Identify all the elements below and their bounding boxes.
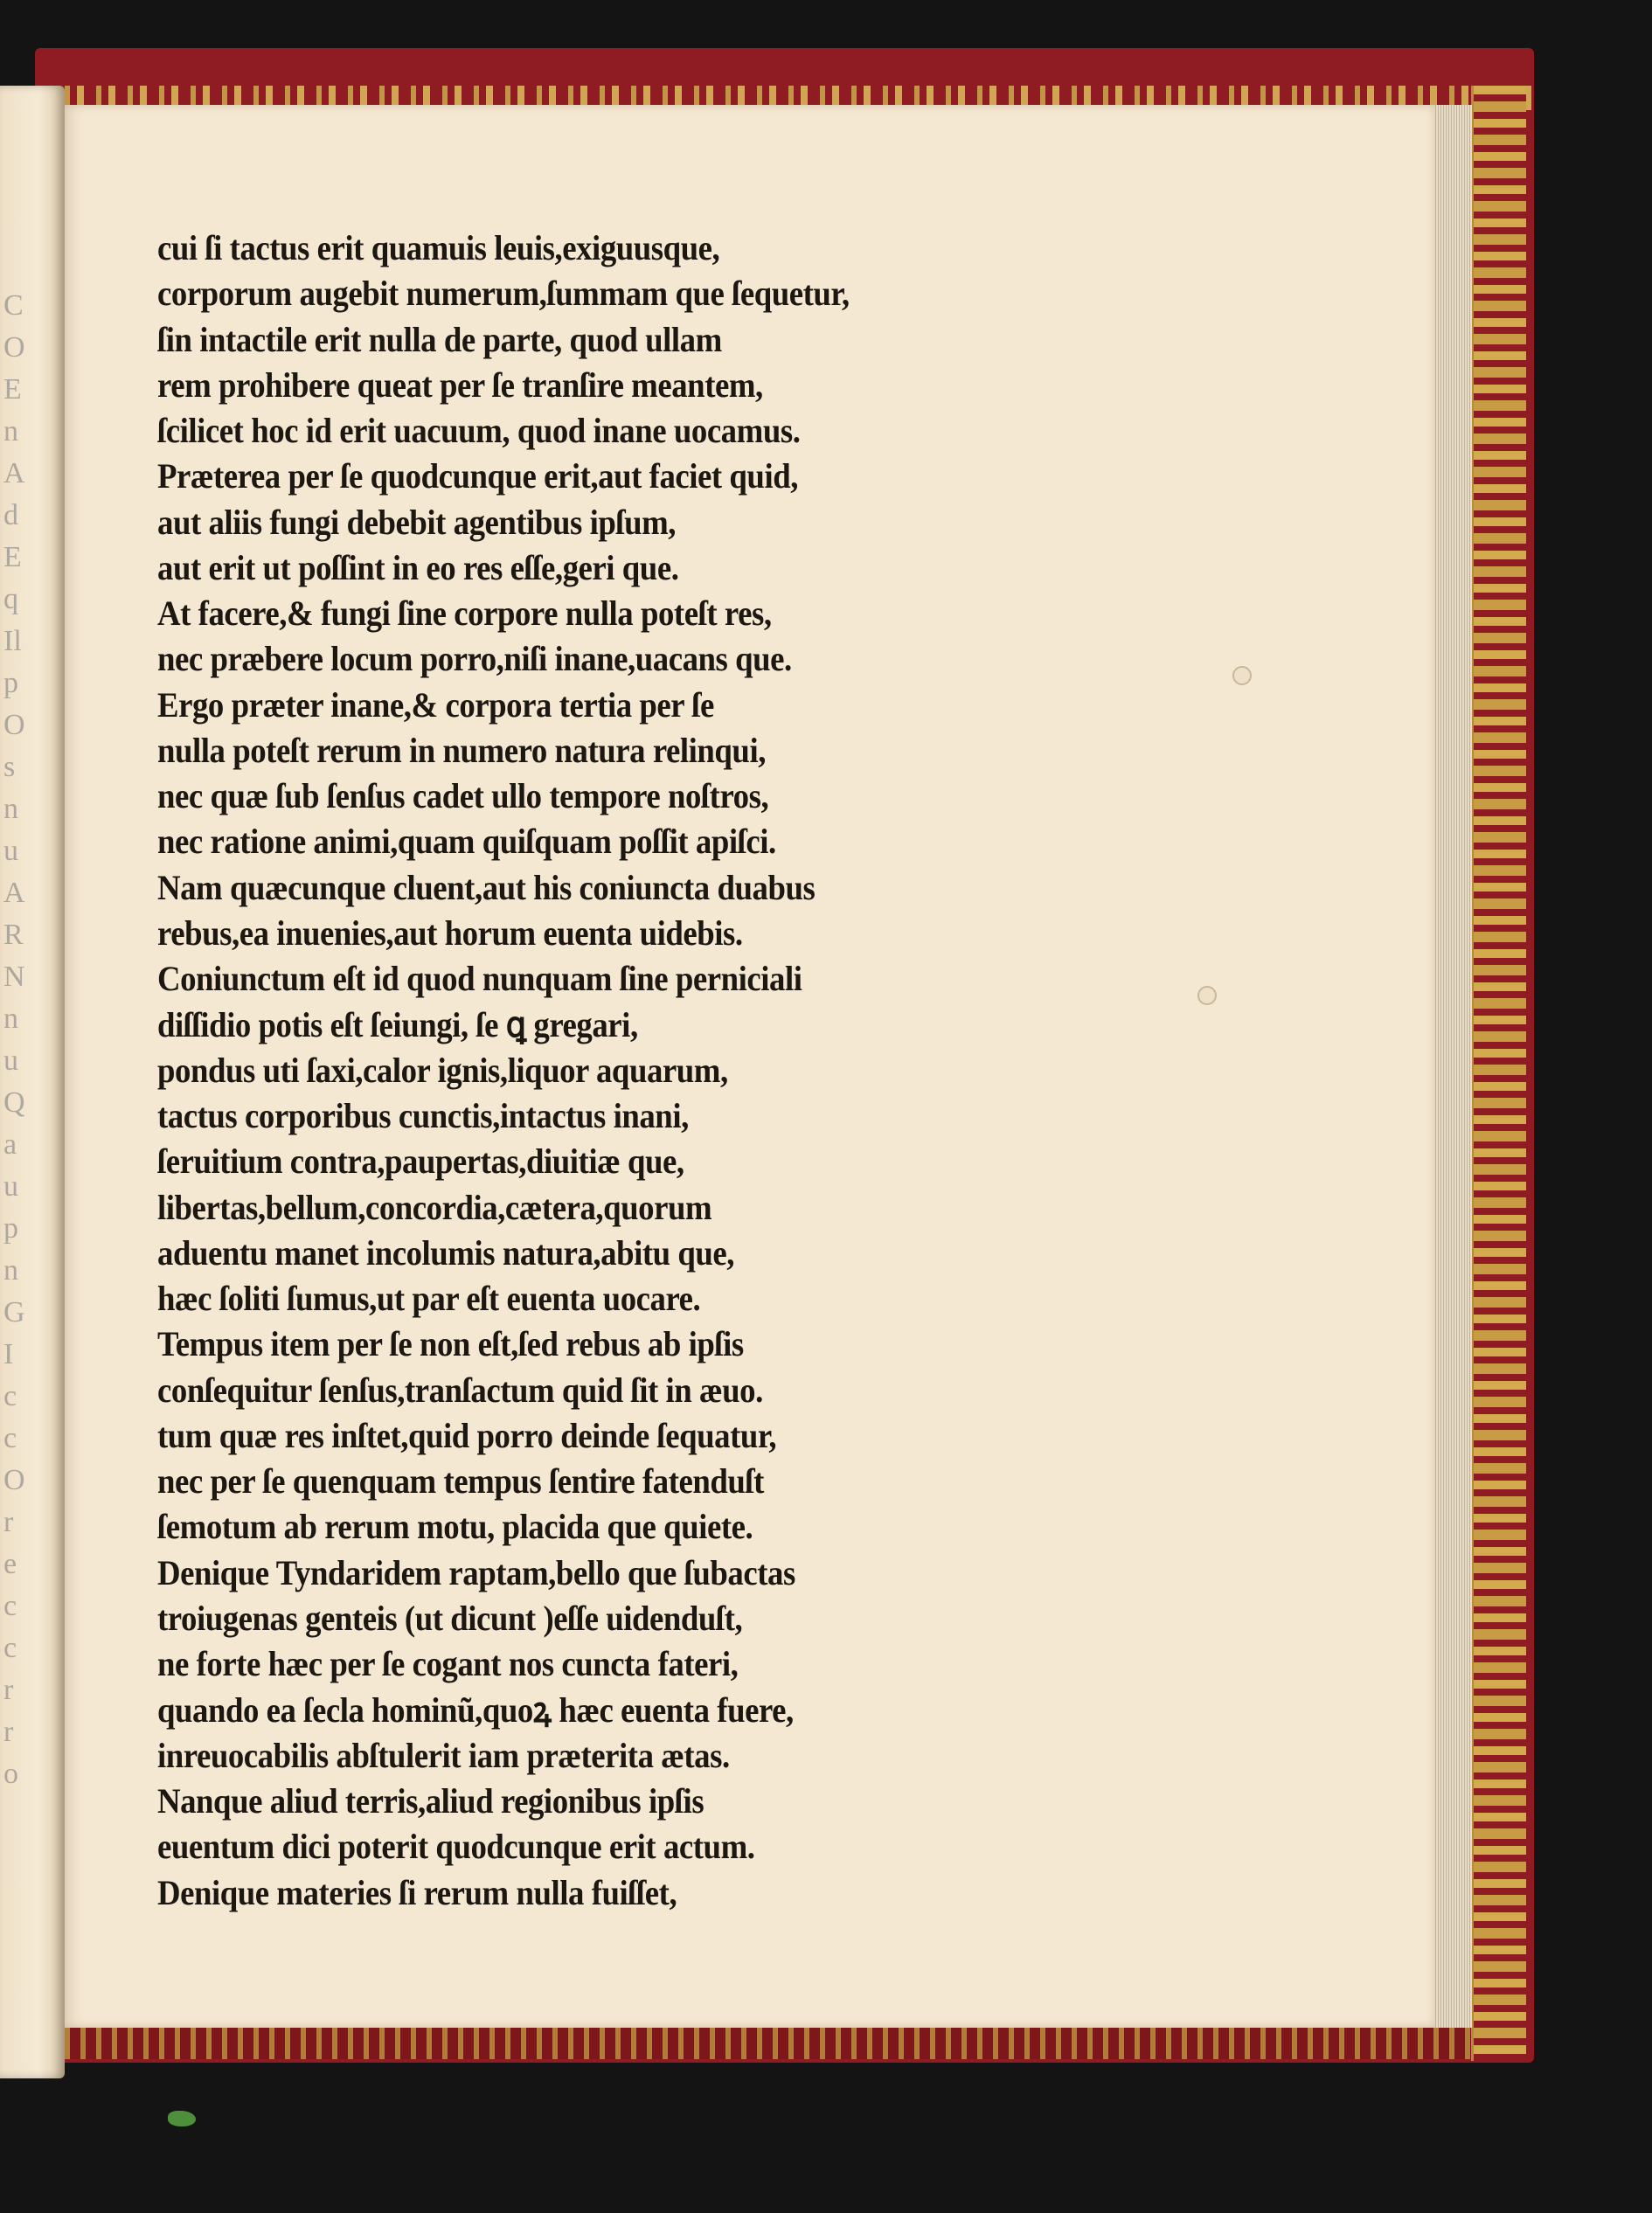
left-page-glyph: c: [3, 1422, 17, 1454]
text-line: Præterea per ſe quodcunque erit,aut faciet quid,: [157, 456, 798, 496]
left-page-glyph: I: [3, 1338, 14, 1370]
left-page-glyph: Q: [3, 1086, 25, 1119]
text-line: Nam quæcunque cluent,aut his coniuncta duabus: [157, 867, 816, 907]
text-line: euentum dici poterit quodcunque erit actum.: [157, 1827, 755, 1867]
text-line: ſin intactile erit nulla de parte, quod ullam: [157, 319, 722, 359]
text-line: ſcilicet hoc id erit uacuum, quod inane uocamus.: [157, 411, 801, 451]
left-page-glyph: E: [3, 541, 22, 573]
left-page-glyph: o: [3, 1758, 18, 1790]
left-page-glyph: c: [3, 1632, 17, 1664]
paper-hole: [1232, 666, 1252, 685]
left-page-glyph: C: [3, 289, 24, 322]
left-facing-page: [0, 86, 65, 2078]
left-page-glyph: u: [3, 1044, 18, 1077]
text-line: tum quæ res inſtet,quid porro deinde ſequatur,: [157, 1415, 777, 1455]
text-line: troiugenas genteis (ut dicunt )eſſe uidenduſt,: [157, 1598, 743, 1638]
text-line: quando ea ſecla hominũ,quoꝝ hæc euenta fuere,: [157, 1689, 794, 1730]
left-page-glyph: Il: [3, 625, 22, 657]
text-line: Denique Tyndaridem raptam,bello que ſubactas: [157, 1552, 795, 1592]
left-page-glyph: G: [3, 1296, 25, 1328]
gilt-border-right: [1471, 86, 1526, 2061]
text-line: Tempus item per ſe non eſt,ſed rebus ab ipſis: [157, 1324, 744, 1364]
text-line: inreuocabilis abſtulerit iam præterita ætas.: [157, 1735, 730, 1775]
text-line: ſemotum ab rerum motu, placida que quiete.: [157, 1507, 753, 1547]
left-page-glyph: r: [3, 1716, 14, 1748]
left-page-glyph: O: [3, 1464, 25, 1496]
left-page-glyph: c: [3, 1380, 17, 1412]
text-line: nec per ſe quenquam tempus ſentire fatenduſt: [157, 1461, 764, 1502]
left-page-glyph: s: [3, 751, 16, 783]
left-page-glyph: A: [3, 877, 25, 909]
text-line: Denique materies ſi rerum nulla fuiſſet,: [157, 1872, 677, 1912]
left-page-glyph: q: [3, 583, 18, 615]
left-page-glyph: n: [3, 415, 18, 447]
green-spot: [168, 2111, 196, 2126]
text-line: At facere,& fungi ſine corpore nulla poteſt res,: [157, 593, 772, 634]
text-line: nulla poteſt rerum in numero natura relinqui,: [157, 730, 766, 770]
text-line: conſequitur ſenſus,tranſactum quid ſit in æuo.: [157, 1370, 763, 1410]
left-page-glyph: A: [3, 457, 25, 489]
text-line: nec ratione animi,quam quiſquam poſſit apiſci.: [157, 822, 776, 862]
text-line: corporum augebit numerum,ſummam que ſequetur,: [157, 274, 850, 314]
text-line: pondus uti ſaxi,calor ignis,liquor aquarum,: [157, 1050, 728, 1090]
text-line: aut erit ut poſſint in eo res eſſe,geri que.: [157, 547, 679, 587]
left-page-glyph: p: [3, 667, 18, 699]
text-line: Nanque aliud terris,aliud regionibus ipſis: [157, 1781, 705, 1821]
text-line: libertas,bellum,concordia,cætera,quorum: [157, 1187, 712, 1227]
text-line: ſeruitium contra,paupertas,diuitiæ que,: [157, 1141, 684, 1182]
text-line: rem prohibere queat per ſe tranſire meantem,: [157, 364, 763, 405]
left-page-glyph: O: [3, 709, 25, 741]
left-page-glyph: u: [3, 1170, 18, 1203]
page-edges: [1433, 105, 1472, 2028]
text-line: rebus,ea inuenies,aut horum euenta uidebis.: [157, 912, 743, 953]
left-page-margin-letters: [0, 287, 24, 1793]
left-page-glyph: a: [3, 1128, 17, 1161]
text-line: nec præbere locum porro,niſi inane,uacans que.: [157, 639, 792, 679]
left-page-glyph: c: [3, 1590, 17, 1622]
left-page-glyph: r: [3, 1506, 14, 1538]
left-page-glyph: e: [3, 1548, 17, 1580]
text-line: aut aliis fungi debebit agentibus ipſum,: [157, 502, 677, 542]
left-page-glyph: n: [3, 1002, 18, 1035]
text-line: cui ſi tactus erit quamuis leuis,exiguusque,: [157, 228, 720, 267]
left-page-glyph: r: [3, 1674, 14, 1706]
left-page-glyph: E: [3, 373, 22, 406]
left-page-glyph: d: [3, 499, 18, 531]
left-page-glyph: n: [3, 1254, 18, 1287]
left-page-glyph: u: [3, 835, 18, 867]
text-line: aduentu manet incolumis natura,abitu que,: [157, 1232, 735, 1273]
left-page-glyph: N: [3, 961, 25, 993]
latin-verse-text: [157, 227, 1093, 1914]
left-page-glyph: n: [3, 793, 18, 825]
paper-hole: [1197, 986, 1217, 1005]
text-line: tactus corporibus cunctis,intactus inani,: [157, 1096, 689, 1136]
gilt-border-bottom: [65, 2024, 1524, 2059]
right-page: [65, 105, 1435, 2028]
text-line: ne forte hæc per ſe cogant nos cuncta fateri,: [157, 1644, 739, 1684]
text-line: diſſidio potis eſt ſeiungi, ſe ꝗ gregari,: [157, 1004, 638, 1044]
left-page-glyph: p: [3, 1212, 18, 1245]
text-line: Ergo præter inane,& corpora tertia per ſe: [157, 684, 714, 725]
text-line: Coniunctum eſt id quod nunquam ſine perniciali: [157, 959, 802, 999]
left-page-glyph: O: [3, 331, 25, 364]
text-line: nec quæ ſub ſenſus cadet ullo tempore noſtros,: [157, 776, 769, 816]
text-line: hæc ſoliti ſumus,ut par eſt euenta uocare.: [157, 1279, 701, 1319]
left-page-glyph: R: [3, 919, 24, 951]
